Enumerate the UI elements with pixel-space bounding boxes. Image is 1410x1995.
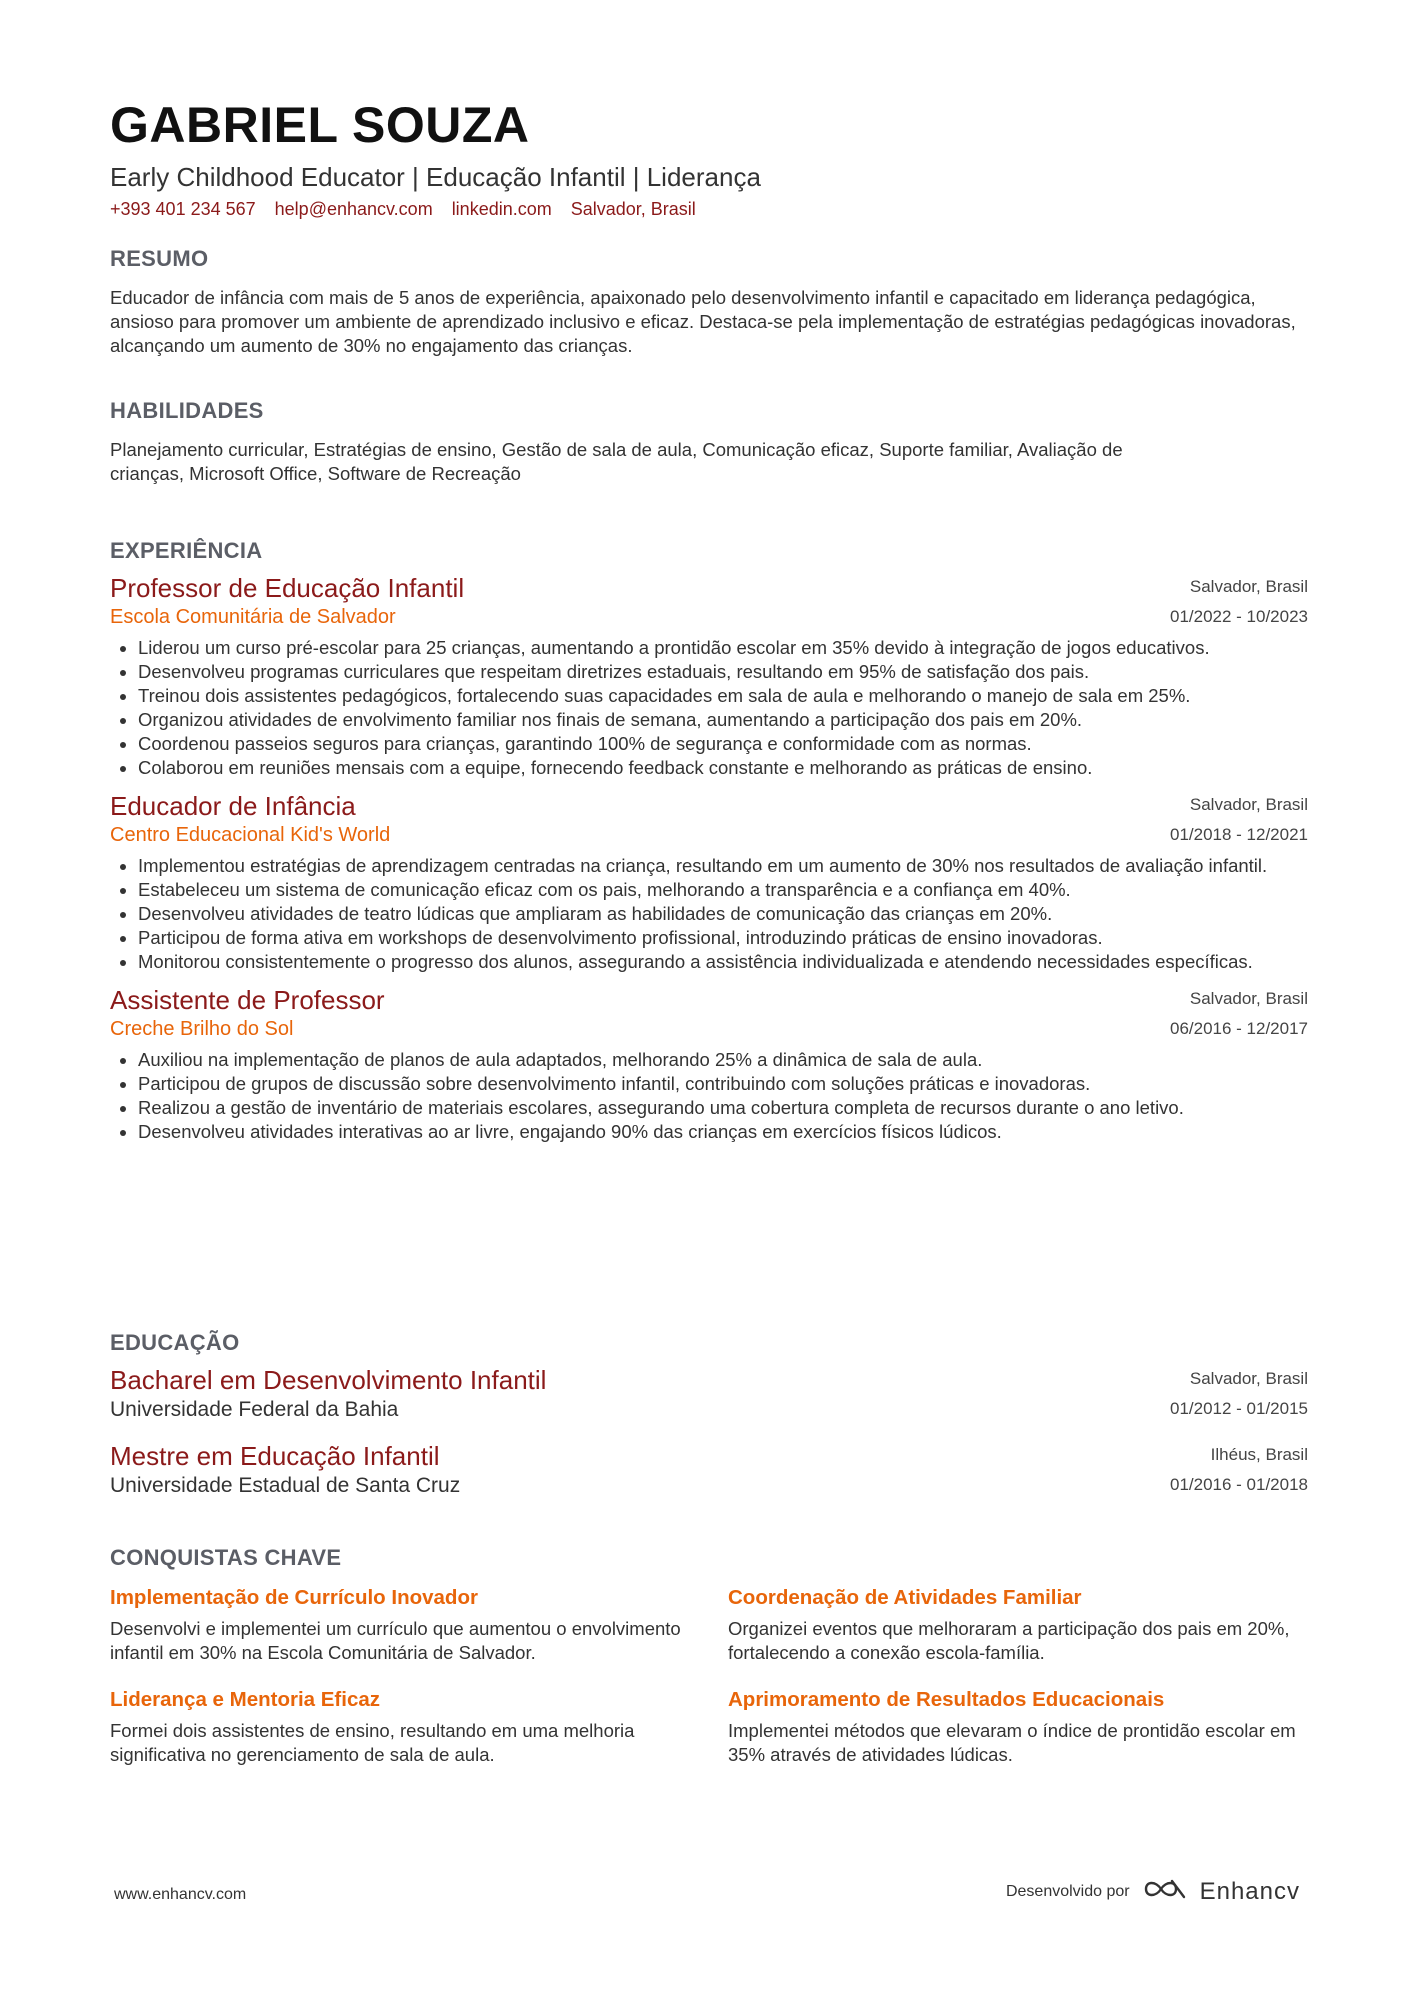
education-entry	[110, 1440, 1308, 1500]
achievement-item	[110, 1585, 710, 1665]
skills-heading: HABILIDADES	[110, 398, 264, 423]
candidate-subtitle: Early Childhood Educator | Educação Infantil | Liderança	[110, 162, 761, 192]
education-section	[110, 1330, 1308, 1500]
achievement-desc: Desenvolvi e implementei um currículo que aumentou o envolvimento infantil em 30% na Escola Comunitária de Salvador.	[110, 1618, 681, 1663]
achievement-item	[110, 1687, 710, 1767]
achievement-title: Coordenação de Atividades Familiar	[728, 1586, 1082, 1609]
enhancv-brand-name: Enhancv	[1199, 1877, 1300, 1905]
achievement-desc: Implementei métodos que elevaram o índice de prontidão escolar em 35% através de atividades lúdicas.	[728, 1720, 1296, 1765]
powered-by-label: Desenvolvido por	[1005, 1882, 1130, 1900]
achievement-title: Aprimoramento de Resultados Educacionais	[728, 1688, 1165, 1711]
achievement-title: Implementação de Currículo Inovador	[110, 1586, 478, 1609]
skills-text: Planejamento curricular, Estratégias de ensino, Gestão de sala de aula, Comunicação eficaz, Suporte familiar, Avaliação de crianças, Microsoft Office, Software de Recreação	[110, 439, 1123, 484]
email-link[interactable]: help@enhancv.com	[274, 199, 433, 219]
bullet-item: • Estabeleceu um sistema de comunicação eficaz com os pais, melhorando a transparência e a confiança em 40%.	[138, 878, 1308, 902]
bullet-item: • Participou de grupos de discussão sobre desenvolvimento infantil, contribuindo com soluções práticas e inovadoras.	[138, 1072, 1308, 1096]
job-bullets	[110, 1048, 1308, 1144]
education-entry	[110, 1364, 1308, 1424]
bullet-item: • Realizou a gestão de inventário de materiais escolares, assegurando uma cobertura completa de recursos durante o ano letivo.	[138, 1096, 1308, 1120]
achievement-item	[728, 1687, 1328, 1767]
bullet-item: • Auxiliou na implementação de planos de aula adaptados, melhorando 25% a dinâmica de sala de aula.	[138, 1048, 1308, 1072]
job-role: Educador de Infância	[110, 791, 356, 821]
bullet-item: • Monitorou consistentemente o progresso dos alunos, assegurando a assistência individualizada e atendendo necessidades específicas.	[138, 950, 1308, 974]
school-name: Universidade Federal da Bahia	[110, 1398, 399, 1421]
job-bullets	[110, 636, 1308, 780]
education-location: Salvador, Brasil	[1189, 1369, 1308, 1388]
degree-title: Mestre em Educação Infantil	[110, 1441, 440, 1471]
experience-heading: EXPERIÊNCIA	[110, 538, 263, 563]
degree-title: Bacharel em Desenvolvimento Infantil	[110, 1365, 547, 1395]
enhancv-logo-icon	[1142, 1876, 1188, 1907]
job-dates: 01/2018 - 12/2021	[1169, 825, 1308, 844]
bullet-item: • Desenvolveu programas curriculares que respeitam diretrizes estaduais, resultando em 95% de satisfação dos pais.	[138, 660, 1308, 684]
achievement-title: Liderança e Mentoria Eficaz	[110, 1688, 381, 1711]
job-entry	[110, 572, 1308, 780]
bullet-item: • Treinou dois assistentes pedagógicos, fortalecendo suas capacidades em sala de aula e melhorando o manejo de sala em 25%.	[138, 684, 1308, 708]
job-location: Salvador, Brasil	[1189, 577, 1308, 596]
summary-heading: RESUMO	[110, 246, 209, 271]
skills-section	[110, 398, 1310, 486]
location-text: Salvador, Brasil	[570, 199, 696, 219]
education-heading: EDUCAÇÃO	[110, 1330, 240, 1355]
school-name: Universidade Estadual de Santa Cruz	[110, 1474, 461, 1497]
job-bullets	[110, 854, 1308, 974]
summary-text: Educador de infância com mais de 5 anos de experiência, apaixonado pelo desenvolvimento infantil e capacitado em liderança pedagógica, ansioso para promover um ambiente de aprendizado inclusivo e eficaz. Destaca-se pela implementação de estratégias pedagógicas inovadoras, alcançando um aumento de 30% no engajamento das crianças.	[110, 287, 1296, 356]
achievements-heading: CONQUISTAS CHAVE	[110, 1545, 342, 1570]
bullet-item: • Coordenou passeios seguros para crianças, garantindo 100% de segurança e conformidade com as normas.	[138, 732, 1308, 756]
bullet-item: • Implementou estratégias de aprendizagem centradas na criança, resultando em um aumento de 30% nos resultados de avaliação infantil.	[138, 854, 1308, 878]
footer-branding	[1006, 1876, 1300, 1907]
achievement-item	[728, 1585, 1328, 1665]
experience-section	[110, 538, 1308, 1144]
bullet-item: • Desenvolveu atividades interativas ao ar livre, engajando 90% das crianças em exercícios físicos lúdicos.	[138, 1120, 1308, 1144]
job-company: Centro Educacional Kid's World	[110, 824, 391, 846]
job-company: Creche Brilho do Sol	[110, 1018, 294, 1040]
job-role: Professor de Educação Infantil	[110, 573, 465, 603]
education-location: Ilhéus, Brasil	[1210, 1445, 1308, 1464]
contact-bar	[110, 199, 1300, 220]
bullet-item: • Desenvolveu atividades de teatro lúdicas que ampliaram as habilidades de comunicação das crianças em 20%.	[138, 902, 1308, 926]
job-role: Assistente de Professor	[110, 985, 385, 1015]
education-dates: 01/2012 - 01/2015	[1169, 1399, 1308, 1418]
education-dates: 01/2016 - 01/2018	[1169, 1475, 1308, 1494]
bullet-item: • Colaborou em reuniões mensais com a equipe, fornecendo feedback constante e melhorando as práticas de ensino.	[138, 756, 1308, 780]
bullet-item: • Liderou um curso pré-escolar para 25 crianças, aumentando a prontidão escolar em 35% devido à integração de jogos educativos.	[138, 636, 1308, 660]
phone-link[interactable]: +393 401 234 567	[110, 199, 256, 219]
linkedin-link[interactable]: linkedin.com	[451, 199, 552, 219]
job-location: Salvador, Brasil	[1189, 795, 1308, 814]
footer-website-link[interactable]: www.enhancv.com	[114, 1886, 247, 1903]
job-company: Escola Comunitária de Salvador	[110, 606, 396, 628]
achievement-desc: Organizei eventos que melhoraram a participação dos pais em 20%, fortalecendo a conexão escola-família.	[728, 1618, 1290, 1663]
job-entry	[110, 790, 1308, 974]
candidate-name: GABRIEL SOUZA	[110, 97, 530, 153]
achievements-section	[110, 1545, 1308, 1789]
job-dates: 01/2022 - 10/2023	[1169, 607, 1308, 626]
bullet-item: • Organizou atividades de envolvimento familiar nos finais de semana, aumentando a participação dos pais em 20%.	[138, 708, 1308, 732]
summary-section	[110, 246, 1310, 358]
job-location: Salvador, Brasil	[1189, 989, 1308, 1008]
achievement-desc: Formei dois assistentes de ensino, resultando em uma melhoria significativa no gerenciamento de sala de aula.	[110, 1720, 635, 1765]
job-entry	[110, 984, 1308, 1144]
job-dates: 06/2016 - 12/2017	[1169, 1019, 1308, 1038]
bullet-item: • Participou de forma ativa em workshops de desenvolvimento profissional, introduzindo práticas de ensino inovadoras.	[138, 926, 1308, 950]
